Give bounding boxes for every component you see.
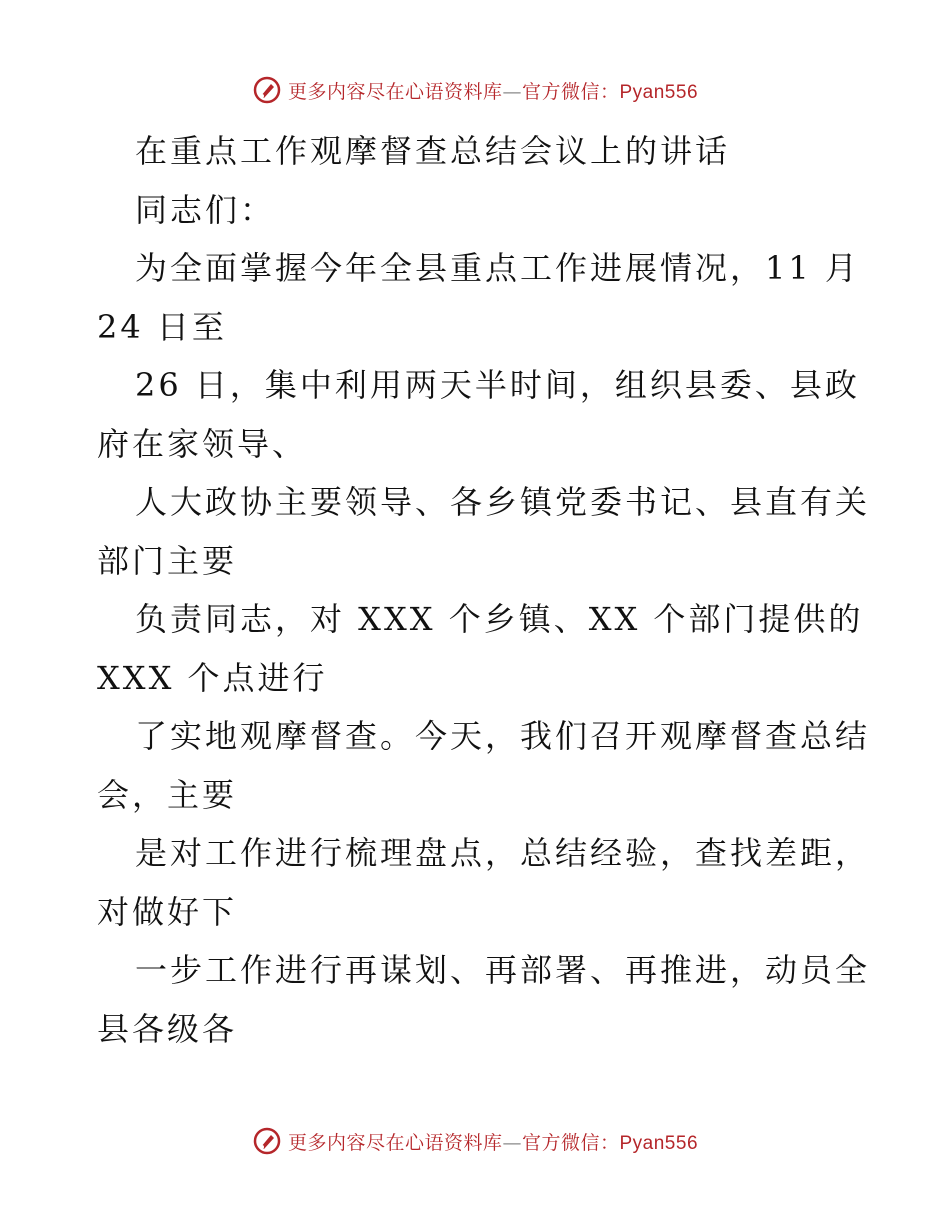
watermark-header bbox=[0, 70, 950, 110]
paragraph-line: 会，主要 bbox=[97, 775, 238, 814]
paragraph-line: 人大政协主要领导、各乡镇党委书记、县直有关 bbox=[135, 483, 871, 521]
pen-circle-logo-icon bbox=[252, 75, 282, 105]
document-title: 在重点工作观摩督查总结会议上的讲话 bbox=[135, 132, 731, 170]
watermark-label: 更多内容尽在心语资料库—官方微信：Pyan556 bbox=[287, 80, 699, 103]
salutation: 同志们： bbox=[135, 190, 276, 229]
paragraph-line: 对做好下 bbox=[97, 892, 238, 931]
paragraph-line: 是对工作进行梳理盘点，总结经验，查找差距， bbox=[135, 834, 871, 872]
paragraph-line: XXX 个点进行 bbox=[97, 658, 328, 697]
pen-circle-logo-icon bbox=[252, 1126, 282, 1156]
watermark-footer bbox=[0, 1121, 950, 1161]
document-body bbox=[97, 122, 871, 1058]
paragraph-line: 县各级各 bbox=[97, 1009, 238, 1048]
paragraph-line: 负责同志，对 XXX 个乡镇、XX 个部门提供的 bbox=[135, 600, 864, 638]
paragraph-line: 府在家领导、 bbox=[97, 424, 308, 463]
paragraph-line: 部门主要 bbox=[97, 541, 238, 580]
paragraph-line: 一步工作进行再谋划、再部署、再推进，动员全 bbox=[135, 951, 871, 989]
paragraph-line: 为全面掌握今年全县重点工作进展情况，11 月 bbox=[135, 249, 860, 287]
paragraph-line: 了实地观摩督查。今天，我们召开观摩督查总结 bbox=[135, 717, 871, 755]
watermark-label: 更多内容尽在心语资料库—官方微信：Pyan556 bbox=[287, 1131, 699, 1154]
paragraph-line: 24 日至 bbox=[97, 307, 227, 346]
paragraph-line: 26 日，集中利用两天半时间，组织县委、县政 bbox=[135, 366, 860, 404]
